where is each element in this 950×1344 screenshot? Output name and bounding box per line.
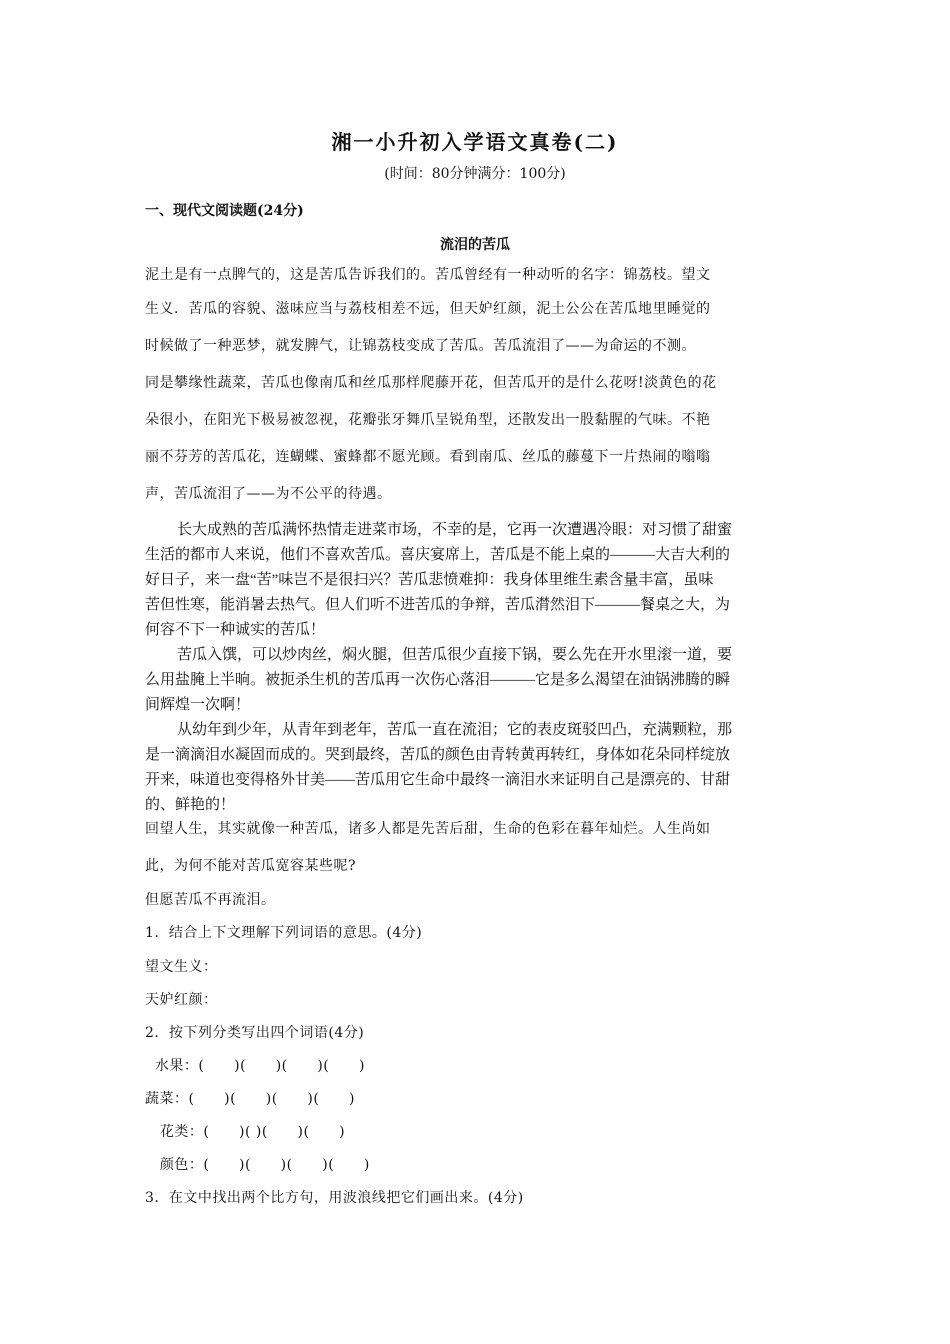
text-line: 此，为何不能对苦瓜宽容某些呢?: [145, 858, 357, 874]
text-line: 生活的都市人来说，他们不喜欢苦瓜。喜庆宴席上，苦瓜是不能上桌的———大吉大利的: [145, 547, 731, 563]
text-line: 长大成熟的苦瓜满怀热情走进菜市场，不幸的是，它再一次遭遇冷眼：对习惯了甜蜜: [177, 522, 733, 538]
answer-row: 水果：( )( )( )( ): [145, 1058, 365, 1074]
text-line: 好日子，来一盘“苦”味岂不是很扫兴？苦瓜悲愤难抑：我身体里维生素含量丰富，虽味: [145, 572, 714, 588]
text-line: 是一滴滴泪水凝固而成的。哭到最终，苦瓜的颜色由青转黄再转红，身体如花朵同样绽放: [145, 747, 731, 763]
question-1: 1．结合上下文理解下列词语的意思。(4分): [145, 925, 423, 941]
answer-row: 颜色：( )( )( )( ): [145, 1157, 370, 1173]
text-line: 从幼年到少年，从青年到老年，苦瓜一直在流泪；它的表皮斑驳凹凸，充满颗粒，那: [177, 722, 733, 738]
answer-line: 天妒红颜：: [145, 992, 218, 1008]
text-line: 何容不下一种诚实的苦瓜！: [145, 622, 326, 638]
answer-row: 花类：( )( )( )( ): [145, 1124, 346, 1140]
question-3: 3．在文中找出两个比方句，用波浪线把它们画出来。(4分): [145, 1190, 524, 1206]
text-line: 同是攀缘性蔬菜，苦瓜也像南瓜和丝瓜那样爬藤开花，但苦瓜开的是什么花呀!淡黄色的花: [145, 375, 717, 391]
page-title: 湘一小升初入学语文真卷(二): [331, 130, 619, 154]
section-heading: 一、现代文阅读题(24分): [145, 203, 304, 219]
text-line: 苦瓜入馔，可以炒肉丝，焖火腿，但苦瓜很少直接下锅，要么先在开水里滚一道，要: [177, 647, 733, 663]
text-line: 丽不芬芳的苦瓜花，连蝴蝶、蜜蜂都不愿光顾。看到南瓜、丝瓜的藤蔓下一片热闹的嗡嗡: [145, 449, 711, 465]
exam-time-info: (时间：80分钟满分：100分): [384, 166, 566, 182]
text-line: 时候做了一种恶梦，就发脾气，让锦荔枝变成了苦瓜。苦瓜流泪了——为命运的不测。: [145, 338, 696, 354]
text-line: 回望人生，其实就像一种苦瓜，诸多人都是先苦后甜，生命的色彩在暮年灿烂。人生尚如: [145, 821, 711, 837]
text-line: 间辉煌一次啊！: [145, 697, 251, 713]
article-title: 流泪的苦瓜: [440, 237, 510, 253]
text-line: 朵很小，在阳光下极易被忽视，花瓣张牙舞爪呈锐角型，还散发出一股黏腥的气味。不艳: [145, 412, 711, 428]
text-line: 开来，味道也变得格外甘美——苦瓜用它生命中最终一滴泪水来证明自己是漂亮的、甘甜: [145, 772, 731, 788]
text-line: 声，苦瓜流泪了——为不公平的待遇。: [145, 486, 392, 502]
answer-row: 蔬菜：( )( )( )( ): [145, 1091, 355, 1107]
text-line: 么用盐腌上半晌。被扼杀生机的苦瓜再一次伤心落泪———它是多么渴望在油锅沸腾的瞬: [145, 672, 731, 688]
text-line: 的、鲜艳的！: [145, 797, 236, 813]
answer-line: 望文生义：: [145, 959, 218, 975]
text-line: 泥土是有一点脾气的，这是苦瓜告诉我们的。苦瓜曾经有一种动听的名字：锦荔枝。望文: [145, 267, 711, 283]
text-line: 苦但性寒，能消暑去热气。但人们听不进苦瓜的争辩，苦瓜潸然泪下———餐桌之大，为: [145, 597, 731, 613]
text-line: 生义．苦瓜的容貌、滋味应当与荔枝相差不远，但天妒红颜，泥土公公在苦瓜地里睡觉的: [145, 301, 711, 317]
text-line: 但愿苦瓜不再流泪。: [145, 892, 276, 908]
question-2: 2．按下列分类写出四个词语(4分): [145, 1025, 365, 1041]
